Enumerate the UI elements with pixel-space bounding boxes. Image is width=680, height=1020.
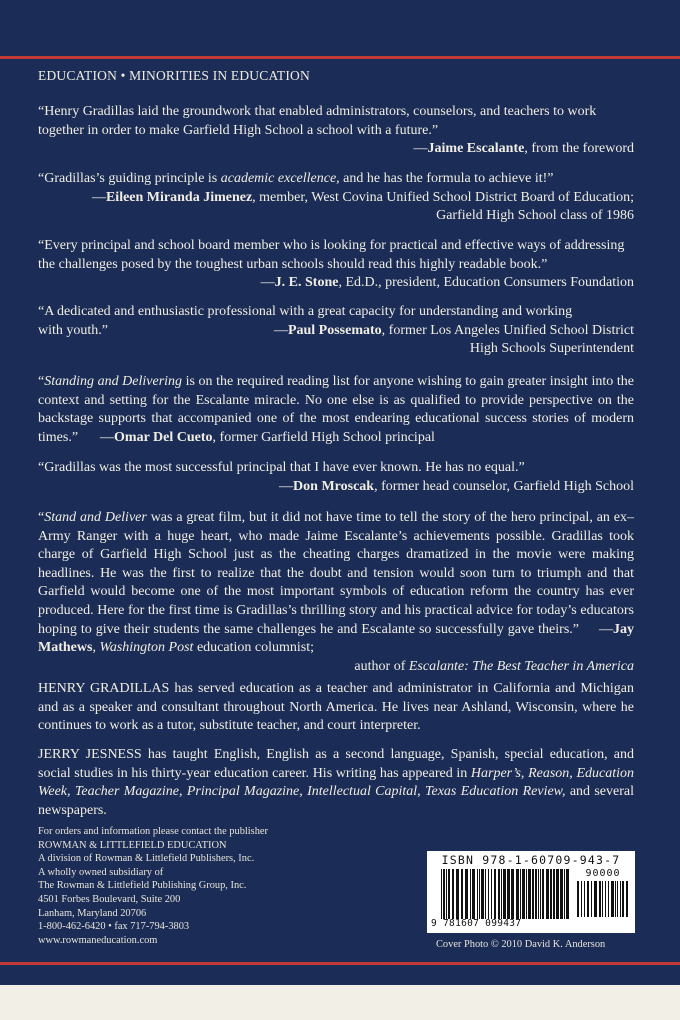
barcode-bar [553, 869, 555, 919]
barcode-bar [520, 869, 521, 919]
barcode-bar [461, 869, 463, 919]
barcode-bar [498, 869, 500, 919]
barcode-bar [546, 869, 549, 919]
bottom-red-rule [0, 962, 680, 965]
barcode-bar [446, 869, 447, 919]
author-name: Eileen Miranda Jimenez [105, 189, 253, 205]
category-line: EDUCATION • MINORITIES IN EDUCATION [38, 68, 310, 83]
barcode-bar [472, 869, 475, 919]
barcode-bar [538, 869, 539, 919]
barcode-bar [556, 869, 559, 919]
barcode-bar [507, 869, 510, 919]
barcode-bar [599, 881, 601, 917]
quote-escalante [38, 103, 634, 159]
publisher-website: www.rowmaneducation.com [38, 934, 158, 946]
top-red-rule [0, 56, 680, 59]
author-name: Omar Del Cueto [114, 429, 213, 445]
barcode-bar [503, 869, 506, 919]
barcode-bar [470, 869, 471, 919]
isbn-barcode [427, 851, 635, 933]
barcode-bar [528, 869, 531, 919]
publisher-info: For orders and information please contact the publisher ROWMAN & LITTLEFIELD EDUCATION A division of Rowman & Littlefield Publishers, Inc. A wholly owned subsidiary of The Rowman & Littlefield Publishing Group, Inc. 4501 Forbes Boulevard, Suite 200 Lanham, Maryland 20706 1-800-462-6420 • fax 717-794-3803 www.rowmaneducation.com [38, 825, 378, 947]
barcode-bar [566, 869, 569, 919]
barcode-bar [615, 881, 616, 917]
quote-text: “A dedicated and enthusiastic professional with a great capacity for understanding and working [38, 304, 573, 319]
barcode-bar [622, 881, 624, 917]
author-name: Jaime Escalante [427, 141, 525, 157]
barcode-bars [441, 869, 571, 919]
quote-attribution: —Eileen Miranda Jimenez, member, West Covina Unified School District Board of Education; [91, 189, 634, 205]
barcode-bar [488, 869, 489, 919]
barcode-bar [441, 869, 442, 919]
author-name: Paul Possemato [287, 322, 382, 338]
barcode-bar [611, 881, 614, 917]
quote-attribution-line2: Garfield High School class of 1986 [436, 208, 634, 224]
quote-mathews [38, 509, 634, 676]
barcode-bar [479, 869, 480, 919]
isbn-number: ISBN 978-1-60709-943-7 [441, 853, 621, 867]
barcode-bar [494, 869, 496, 919]
barcode-bar [584, 881, 585, 917]
barcode-bar [617, 881, 618, 917]
quote-attribution-line2: High Schools Superintendent [469, 341, 634, 357]
barcode-bar [516, 869, 519, 919]
quote-stone [38, 237, 634, 293]
quote-attribution: with youth.” —Paul Possemato, former Los Angeles Unified School District [38, 322, 634, 338]
barcode-bar [591, 881, 592, 917]
barcode-bar [564, 869, 565, 919]
barcode-bar [620, 881, 621, 917]
barcode-bar [540, 869, 541, 919]
film-title: Stand and Deliver [44, 510, 147, 525]
barcode-bar [577, 881, 579, 917]
barcode-bar [456, 869, 459, 919]
addon-barcode-bars [577, 881, 629, 919]
barcode-bar [560, 869, 563, 919]
barcode-bar [550, 869, 552, 919]
barcode-bar [465, 869, 468, 919]
barcode-bar [485, 869, 486, 919]
barcode-bar [594, 881, 597, 917]
barcode-bar [608, 881, 609, 917]
quote-del-cueto [38, 373, 634, 447]
barcode-bar [443, 869, 445, 919]
quote-text: “Henry Gradillas laid the groundwork that enabled administrators, counselors, and teachers to work together in order to make Garfield High School a school with a future.” [38, 104, 597, 138]
barcode-bar [452, 869, 454, 919]
barcode-bar [542, 869, 544, 919]
quote-possemato [38, 303, 634, 359]
quote-text: “Standing and Delivering is on the required reading list for anyone wishing to gain greater insight into the context and setting for the Escalante miracle. No one else is as qualified to provide perspective on the backstage supports that accompanied one of the most endearing educational success stories of modern times.” —Omar Del Cueto, former Garfield High School principal [38, 374, 634, 445]
barcode-bar [526, 869, 527, 919]
barcode-bar [491, 869, 492, 919]
quote-jimenez [38, 170, 634, 226]
quote-attribution: —Jaime Escalante, from the foreword [413, 141, 634, 157]
barcode-bar [581, 881, 582, 917]
barcode-bar [587, 881, 589, 917]
barcode-bar [481, 869, 484, 919]
quote-text: “Gradillas was the most successful principal that I have ever known. He has no equal.” [38, 460, 525, 475]
quote-attribution-line2: author of Escalante: The Best Teacher in America [354, 658, 634, 674]
barcode-bar [477, 869, 478, 919]
quote-attribution: —J. E. Stone, Ed.D., president, Education Consumers Foundation [260, 275, 634, 291]
quote-attribution: —Don Mroscak, former head counselor, Garfield High School [279, 478, 634, 494]
author-bio-jesness: JERRY JESNESS has taught English, English as a second language, Spanish, special education, and social studies in his thirty-year education career. His writing has appeared in Harper’s, Reason, Education Week, Teacher Magazine, Principal Magazine, Intellectual Capital, Texas Education Review, and several newspapers. [38, 747, 635, 818]
ean-digits: 9 781607 099437 [431, 918, 522, 929]
author-name: J. E. Stone [274, 275, 339, 291]
barcode-bar [522, 869, 525, 919]
book-title: Standing and Delivering [44, 374, 183, 389]
barcode-bar [605, 881, 606, 917]
barcode-bar [626, 881, 628, 917]
barcode-bar [532, 869, 534, 919]
price-addon-digits: 90000 [585, 868, 621, 879]
photo-credit: Cover Photo © 2010 David K. Anderson [436, 939, 606, 950]
barcode-bar [535, 869, 537, 919]
barcode-bar [602, 881, 603, 917]
quote-text: “Every principal and school board member who is looking for practical and effective ways of addressing the challenges posed by the toughest urban schools should read this highly readable book.” [38, 238, 625, 272]
barcode-bar [511, 869, 514, 919]
author-name: Don Mroscak [293, 478, 375, 494]
barcode-bar [448, 869, 450, 919]
author-bio-gradillas: HENRY GRADILLAS has served education as a teacher and administrator in California and Michigan and as a speaker and consultant throughout North America. He lives near Ashland, Wisconsin, where he continues to work as a tutor, substitute teacher, and court interpreter. [38, 681, 634, 734]
quote-text: “Stand and Deliver was a great film, but it did not have time to tell the story of the hero principal, an ex–Army Ranger with a huge heart, who made Jaime Escalante’s achievements possible. Gradillas took charge of Garfield High School just as the cheating charges dramatized in the movie were making headlines. He was the first to realize that the doubt and tension would soon turn to triumph and that Garfield would become one of the most important symbols of education reform the country has ever produced. Here for the first time is Gradillas’s thrilling story and his practical advice for today’s educators hoping to give their students the same challenges he and Escalante so successfully gave theirs.” —Jay Mathews, Washington Post education columnist; [38, 510, 634, 656]
quote-text: “Gradillas’s guiding principle is academic excellence, and he has the formula to achieve it!” [38, 171, 554, 186]
barcode-bar [501, 869, 502, 919]
quote-mroscak [38, 459, 634, 496]
author-name: Jay Mathews [38, 621, 634, 656]
